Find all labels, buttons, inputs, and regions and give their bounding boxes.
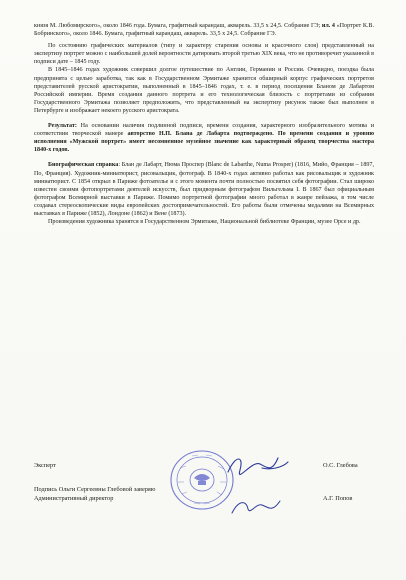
paragraph-collections: Произведения художника хранятся в Государственном Эрмитаже, Национальной библиотеке Франции, музее Орсе и др. [48,219,361,226]
paragraph-travel: В 1845–1846 годах художник совершил долгое путешествие по Англии, Германии и России. Очевидно, поездка была предпринята с целью заработка, так как в Государственном Эрмитаже хранится обширный корпус графических портретов представителей русской аристократии, выполненный в 1845–1846 годах, т. е. в период посещения Бланом де Лабартом Российской империи. Время создания данного портрета и его технологическая близость с портретами из собрания Государственного Эрмитажа позволяет предположить, что представленный на экспертизу рисунок также был выполнен в Петербурге и изображает некоего русского аристократа. [34,67,374,114]
paragraph-materials: По состоянию графических материалов (типу и характеру старения основы и красочного слоя) представленный на экспертизу портрет можно с наибольшей долей вероятности датировать второй третью XIX века, что не противоречит указанной в подписи дате – 1845 году. [34,43,374,66]
paragraph-illustrations: князя М. Любомирского», около 1846 года. Бумага, графитный карандаш, акварель. 33,5 x 24,5. Собрание ГЭ; ил. 4 «Портрет К.В. Бобринского», около 1846. Бумага, графитный карандаш, акварель. 33,5 x 24,5. Собрание ГЭ. [34,23,374,38]
expert-label: Эксперт [34,462,56,469]
certification-line: Подпись Ольги Сергеевны Глебовой заверяю [34,486,156,493]
expert-signature [222,450,292,480]
result-conclusion: авторство Н.П. Блана де Лабарта подтверждено. По времени создания и уровню исполнения «Мужской портрет» имеет несомненное музейное значение как характерный образец творчества мастера 1840-х годов. [34,131,375,154]
paragraph-biography: Биографическая справка: Блан де Лабарт, Нюма Проспер (Blanc de Labarthe, Numa Prosper) (1816, Мийо, Франция – 1897, По, Франция). Художник-миниатюрист, рисовальщик, фотограф. В 1840-х годах активно работал как рисовальщик и художник миниатюрист. С 1854 открыл в Париже фотоателье и с этого момента почти полностью посвятил себя фотографии. Стал широко известен своими фотопортретами деятелей искусств, был придворным фотографом Вильгельма I. В 1867 был официальным фотографом Всемирной выставки в Париже. Помимо портретной фотографии много работал в жанре пейзажа, в том числе создавал стереоскопические виды европейских достопримечательностей. Его работы были отмечены медалями на Всемирных выставках в Париже (1852), Лондоне (1862) и Вене (1873). [34,162,374,217]
director-signature [228,495,288,519]
paragraph-result: Результат: На основании наличия подлинной подписи, времени создания, характерного изобразительного мотива и соответствия творческой манере авторство Н.П. Блана де Лабарта подтверждено. По времени создания и уровню исполнения «Мужской портрет» имеет несомненное музейное значение как характерный образец творчества мастера 1840-х годов. [34,123,375,154]
result-label: Результат: [48,123,77,130]
biography-label: Биографическая справка [48,162,119,169]
director-title: Административный директор [34,495,114,502]
document-body [34,22,374,226]
expert-name: О.С. Глебова [323,462,358,469]
illustration-ref: ил. 4 [321,23,335,29]
director-name: А.Г. Попов [323,495,353,502]
